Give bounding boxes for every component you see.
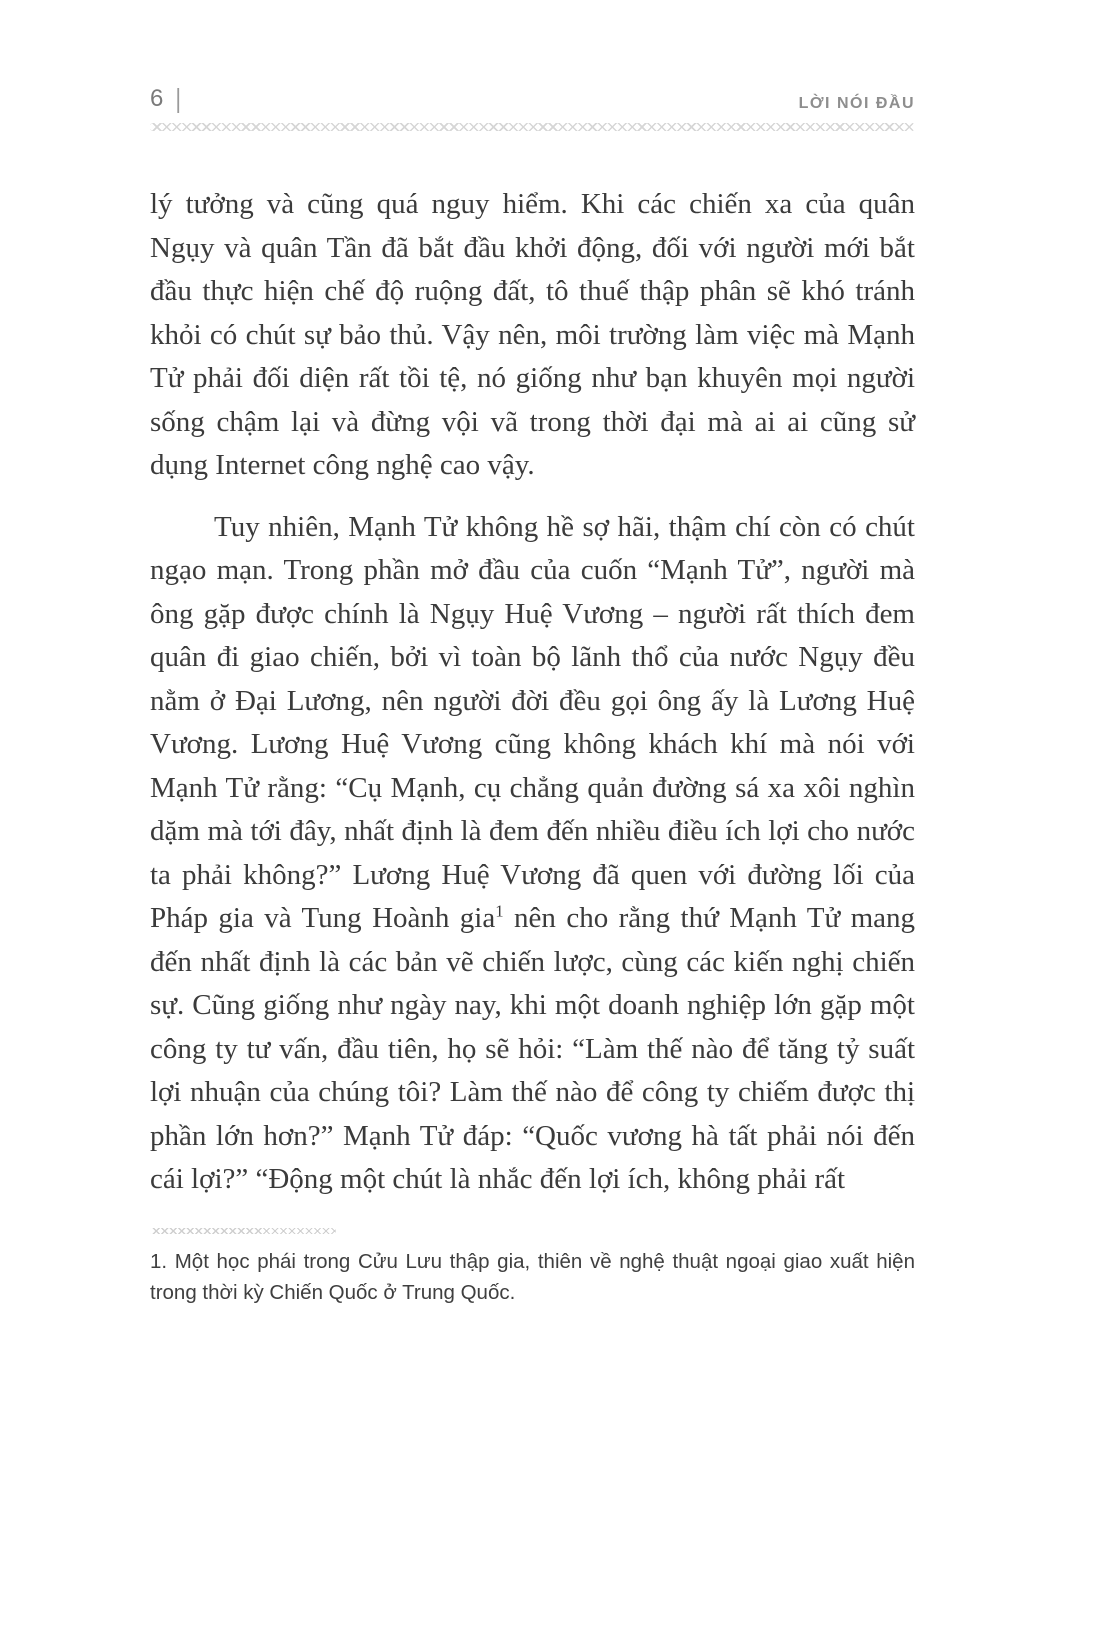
paragraph-text: Tuy nhiên, Mạnh Tử không hề sợ hãi, thậm chí còn có chút ngạo mạn. Trong phần mở đầu của cuốn “Mạnh Tử”, người mà ông gặp được chính là Ngụy Huệ Vương – người rất thích đem quân đi giao chiến, bởi vì toàn bộ lãnh thổ của nước Ngụy đều nằm ở Đại Lương, nên người đời đều gọi ông ấy là Lương Huệ Vương. Lương Huệ Vương cũng không khách khí mà nói với Mạnh Tử rằng: “Cụ Mạnh, cụ chẳng quản đường sá xa xôi nghìn dặm mà tới đây, nhất định là đem đến nhiều điều ích lợi cho nước ta phải không?” Lương Huệ Vương đã quen với đường lối của Pháp gia và Tung Hoành gia bbox=[150, 510, 915, 934]
paragraph bbox=[150, 506, 915, 1202]
paragraph-text: nên cho rằng thứ Mạnh Tử mang đến nhất định là các bản vẽ chiến lược, cùng các kiến nghị chiến sự. Cũng giống như ngày nay, khi một doanh nghiệp lớn gặp một công ty tư vấn, đầu tiên, họ sẽ hỏi: “Làm thế nào để tăng tỷ suất lợi nhuận của chúng tôi? Làm thế nào để công ty chiếm được thị phần lớn hơn?” Mạnh Tử đáp: “Quốc vương hà tất phải nói đến cái lợi?” “Động một chút là nhắc đến lợi ích, không phải rất bbox=[150, 902, 915, 1195]
page-number-group bbox=[150, 85, 181, 113]
footnote-text: 1. Một học phái trong Cửu Lưu thập gia, thiên về nghệ thuật ngoại giao xuất hiện trong thời kỳ Chiến Quốc ở Trung Quốc. bbox=[150, 1249, 915, 1304]
page-header bbox=[150, 85, 915, 113]
page-body bbox=[150, 183, 915, 1202]
page-number: 6 bbox=[150, 85, 164, 112]
paragraph: lý tưởng và cũng quá nguy hiểm. Khi các chiến xa của quân Ngụy và quân Tần đã bắt đầu khởi động, đối với người mới bắt đầu thực hiện chế độ ruộng đất, tô thuế thập phân sẽ khó tránh khỏi có chút sự bảo thủ. Vậy nên, môi trường làm việc mà Mạnh Tử phải đối diện rất tồi tệ, nó giống như bạn khuyên mọi người sống chậm lại và đừng vội vã trong thời đại mà ai ai cũng sử dụng Internet công nghệ cao vậy. bbox=[150, 188, 915, 481]
footnote-area bbox=[150, 1228, 915, 1308]
footnote-marker: 1 bbox=[495, 901, 504, 921]
header-ornament-rule bbox=[150, 123, 915, 131]
footnote-ornament-rule bbox=[150, 1228, 336, 1234]
running-title: LỜI NÓI ĐẦU bbox=[798, 95, 915, 112]
page-number-divider: | bbox=[175, 83, 182, 114]
